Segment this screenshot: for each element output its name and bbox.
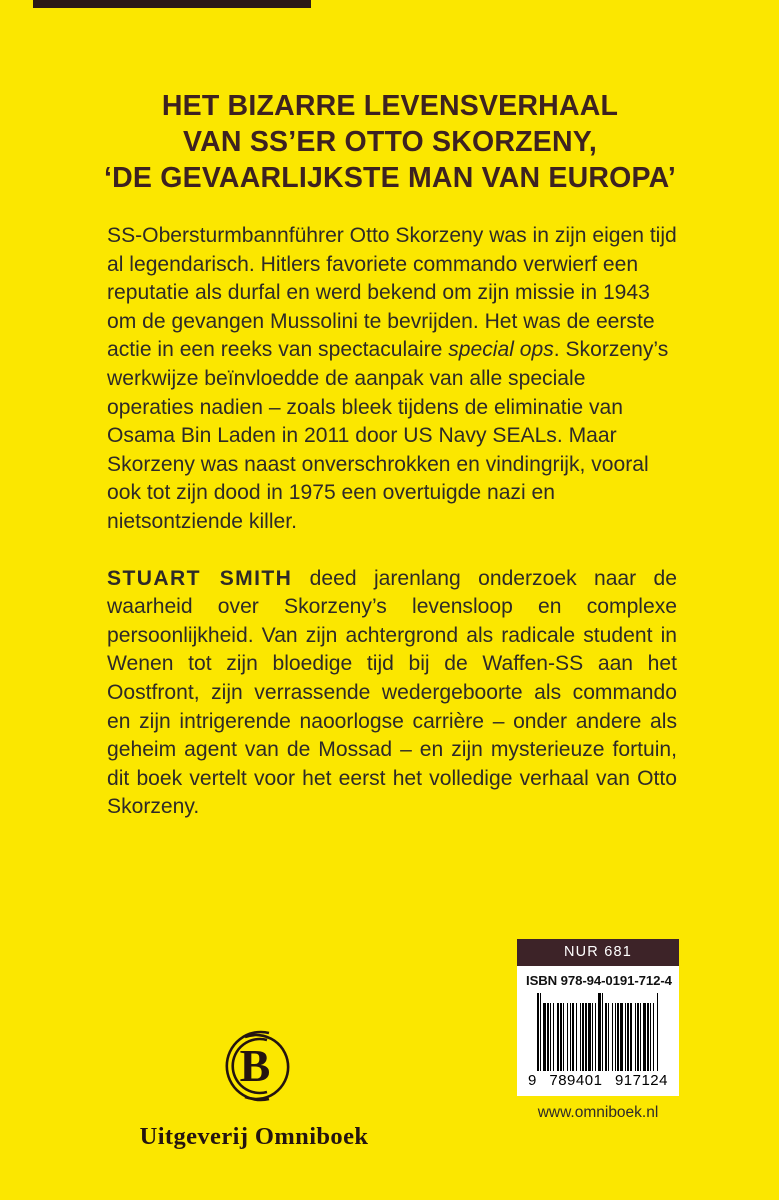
headline-line-2: VAN SS’ER OTTO SKORZENY, bbox=[183, 126, 597, 158]
blurb-p1-part1: SS-Obersturmbannführer Otto Skorzeny was in zijn eigen tijd al legendarisch. Hitlers favoriete commando verwierf een reputatie als durfal en werd bekend om zijn missie in 1943 om de gevangen Mussolini te bevrijden. Het was de eerste actie in een reeks van spectaculaire bbox=[107, 224, 677, 362]
barcode-digit-group-3: 917124 bbox=[614, 1072, 668, 1089]
barcode-bars bbox=[526, 993, 670, 1071]
barcode-digits bbox=[526, 1071, 670, 1091]
blurb-p2-text: deed jarenlang onderzoek naar de waarheid over Skorzeny’s levensloop en complexe persoonlijkheid. Van zijn achtergrond als radicale student in Wenen tot zijn bloedige tijd bij de Waffen-SS aan het Oostfront, zijn verrassende wedergeboorte als commando en zijn intrigerende naoorlogse carrière – onder andere als geheim agent van de Mossad – en zijn mysterieuze fortuin, dit boek vertelt voor het eerst het volledige verhaal van Otto Skorzeny. bbox=[107, 566, 678, 819]
omniboek-logo-icon bbox=[211, 1023, 297, 1109]
website-url: www.omniboek.nl bbox=[537, 1104, 659, 1121]
publisher-name: Uitgeverij Omniboek bbox=[139, 1123, 369, 1150]
author-name: STUART SMITH bbox=[107, 566, 293, 590]
headline-line-3: ‘DE GEVAARLIJKSTE MAN VAN EUROPA’ bbox=[104, 162, 676, 194]
barcode-digit-group-1: 9 bbox=[528, 1072, 537, 1089]
blurb-paragraph-2 bbox=[107, 565, 677, 851]
headline-line-1: HET BIZARRE LEVENSVERHAAL bbox=[161, 90, 619, 122]
barcode-block bbox=[517, 939, 679, 1096]
isbn-text: ISBN 978-94-0191-712-4 bbox=[526, 973, 672, 988]
blurb-p1-italic: special ops bbox=[448, 338, 554, 362]
blurb-text bbox=[107, 222, 677, 878]
publisher-block bbox=[104, 1023, 404, 1151]
blurb-paragraph-1 bbox=[107, 222, 677, 537]
blurb-p1-part2: . Skorzeny’s werkwijze beïnvloedde de aanpak van alle speciale operaties nadien – zoals bleek tijdens de eliminatie van Osama Bin Laden in 2011 door US Navy SEALs. Maar Skorzeny was naast onverschrokken en vindingrijk, vooral ook tot zijn dood in 1975 een overtuigde nazi en nietsontziende killer. bbox=[107, 338, 669, 533]
nur-label: NUR 681 bbox=[517, 939, 679, 966]
top-rule bbox=[33, 0, 311, 8]
barcode-area bbox=[517, 966, 679, 1096]
barcode-digit-group-2: 789401 bbox=[549, 1072, 603, 1089]
logo-letter-b: B bbox=[239, 1040, 271, 1091]
page-title bbox=[100, 88, 680, 196]
